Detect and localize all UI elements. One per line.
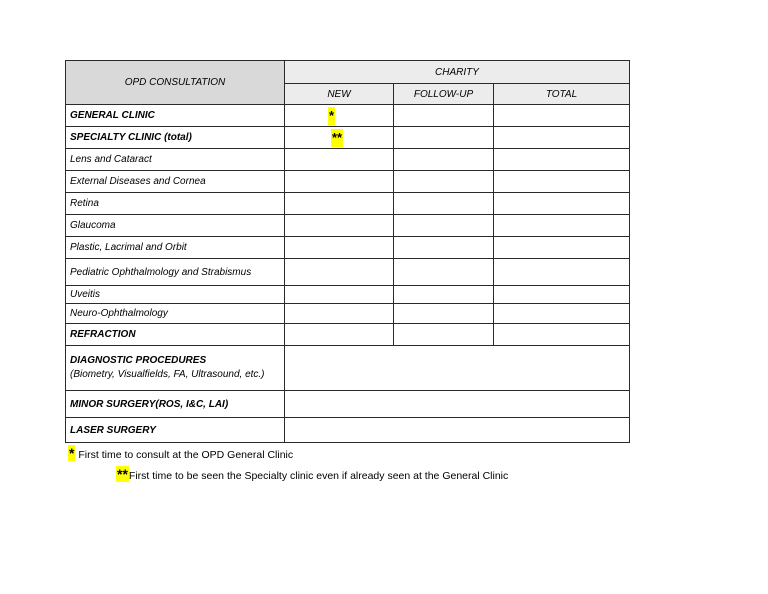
header-opd-consultation: OPD CONSULTATION	[66, 61, 285, 105]
footnote-single-text: First time to consult at the OPD General Clinic	[78, 449, 294, 461]
row-label-laser-surgery: LASER SURGERY	[66, 418, 285, 443]
double-asterisk-mark: **	[332, 130, 343, 145]
footnote-double-mark: **	[117, 466, 128, 482]
table-row	[66, 286, 630, 304]
cell-specialty-follow-up	[394, 127, 494, 149]
row-label-external-diseases: External Diseases and Cornea	[66, 171, 285, 193]
table-row	[66, 237, 630, 259]
table-row	[66, 171, 630, 193]
row-label-diagnostic-procedures	[66, 346, 285, 391]
header-charity: CHARITY	[285, 61, 630, 84]
table-row	[66, 149, 630, 171]
footnote-double-asterisk	[116, 465, 508, 483]
table-row	[66, 304, 630, 324]
footnote-double-text: First time to be seen the Specialty clinic even if already seen at the General Clinic	[128, 470, 509, 482]
cell-general-new	[285, 105, 394, 127]
row-label-general-clinic: GENERAL CLINIC	[66, 105, 285, 127]
table-row	[66, 391, 630, 418]
row-label-plastic-lacrimal-orbit: Plastic, Lacrimal and Orbit	[66, 237, 285, 259]
table-row	[66, 193, 630, 215]
table-row	[66, 127, 630, 149]
row-label-refraction: REFRACTION	[66, 324, 285, 346]
table-row	[66, 105, 630, 127]
table-row	[66, 418, 630, 443]
single-asterisk-mark: *	[329, 108, 335, 123]
row-label-specialty-clinic: SPECIALTY CLINIC (total)	[66, 127, 285, 149]
table-row	[66, 259, 630, 286]
row-label-neuro-ophthalmology: Neuro-Ophthalmology	[66, 304, 285, 324]
row-label-lens-cataract: Lens and Cataract	[66, 149, 285, 171]
row-label-glaucoma: Glaucoma	[66, 215, 285, 237]
footnote-single-asterisk	[68, 444, 293, 462]
diagnostic-title: DIAGNOSTIC PROCEDURES	[70, 355, 207, 366]
cell-specialty-new	[285, 127, 394, 149]
row-label-retina: Retina	[66, 193, 285, 215]
table-row	[66, 215, 630, 237]
cell-general-follow-up	[394, 105, 494, 127]
footnote-single-mark: *	[69, 445, 75, 461]
opd-consultation-table	[65, 60, 630, 443]
table-row	[66, 324, 630, 346]
cell-specialty-total	[494, 127, 630, 149]
row-label-pediatric: Pediatric Ophthalmology and Strabismus	[66, 259, 285, 286]
header-follow-up: FOLLOW-UP	[394, 84, 494, 105]
row-label-minor-surgery: MINOR SURGERY(ROS, I&C, LAI)	[66, 391, 285, 418]
diagnostic-subtitle: (Biometry, Visualfields, FA, Ultrasound, etc.)	[70, 369, 265, 380]
cell-general-total	[494, 105, 630, 127]
header-total: TOTAL	[494, 84, 630, 105]
row-label-uveitis: Uveitis	[66, 286, 285, 304]
table-row	[66, 346, 630, 391]
header-new: NEW	[285, 84, 394, 105]
